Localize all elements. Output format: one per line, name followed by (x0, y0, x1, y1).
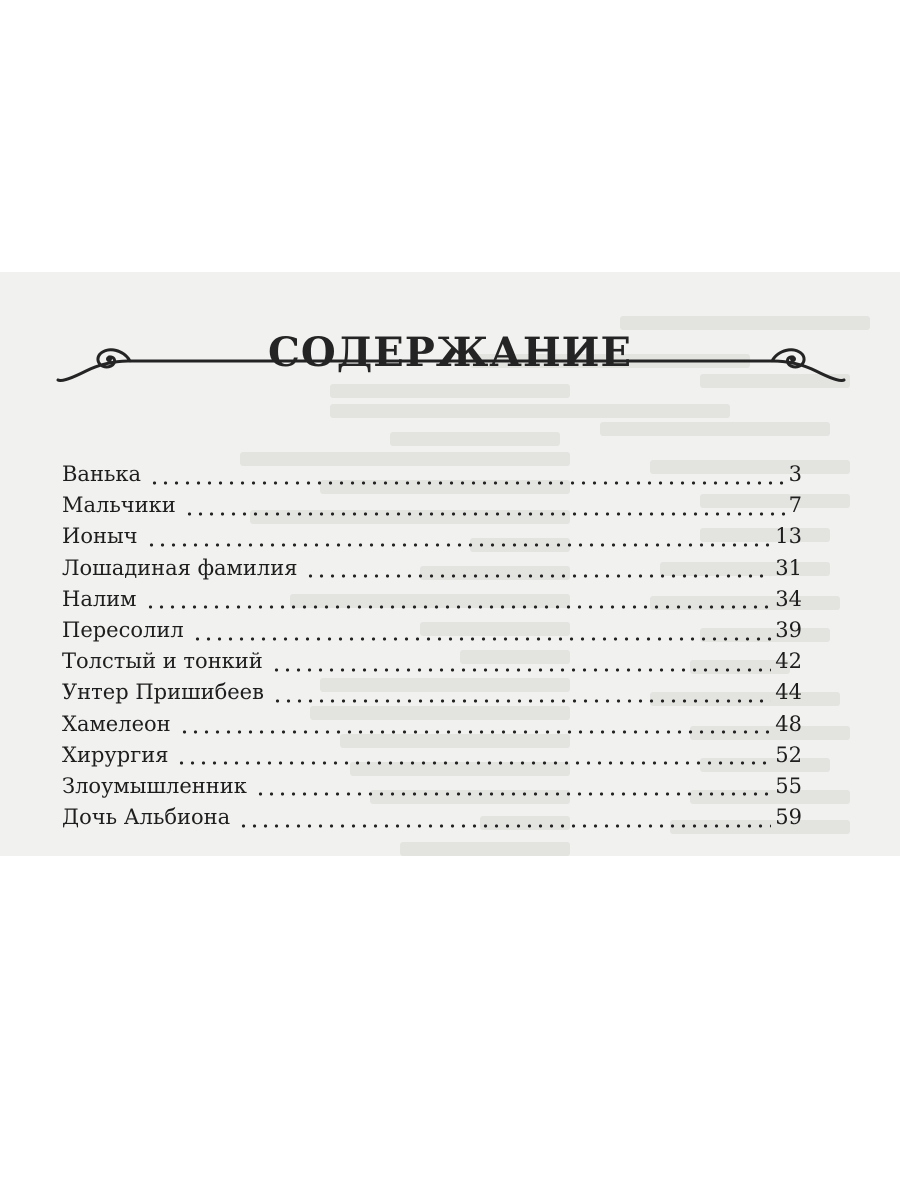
dot-leader (255, 792, 771, 796)
dot-leader (184, 512, 785, 516)
toc-entry-page: 59 (775, 805, 802, 830)
toc-entry-page: 39 (775, 617, 802, 642)
toc-entry-title: Хамелеон (62, 711, 171, 736)
toc-entry-page: 44 (775, 680, 802, 705)
toc-entry-title: Ванька (62, 462, 142, 486)
toc-entry-title: Ионыч (62, 524, 138, 549)
toc-entry-page: 42 (775, 649, 802, 674)
toc-entry-title: Хирургия (62, 742, 169, 767)
table-of-contents (62, 462, 802, 836)
toc-entry-title: Мальчики (62, 493, 176, 518)
scroll-swirl-divider-icon (56, 344, 846, 390)
toc-entry-title: Налим (62, 586, 137, 611)
dot-leader (238, 824, 771, 828)
toc-entry-page: 13 (775, 524, 802, 549)
toc-entry (62, 680, 802, 711)
toc-entry (62, 712, 802, 743)
book-page (0, 272, 900, 856)
toc-entry (62, 743, 802, 774)
dot-leader (271, 668, 771, 672)
toc-entry-page: 48 (775, 711, 802, 736)
toc-entry-title: Унтер Пришибеев (62, 680, 264, 705)
toc-entry-page: 7 (788, 493, 802, 518)
toc-entry-title: Злоумышленник (62, 773, 247, 798)
dot-leader (192, 637, 772, 641)
dot-leader (176, 761, 771, 765)
page-title: СОДЕРЖАНИЕ (268, 328, 632, 376)
toc-entry (62, 556, 802, 587)
toc-entry-page: 31 (775, 555, 802, 580)
toc-entry (62, 774, 802, 805)
toc-entry (62, 524, 802, 555)
toc-entry-page: 3 (788, 462, 802, 486)
dot-leader (146, 543, 772, 547)
toc-entry-page: 52 (775, 742, 802, 767)
toc-entry (62, 462, 802, 493)
dot-leader (305, 574, 771, 578)
toc-entry (62, 649, 802, 680)
toc-entry-title: Пересолил (62, 617, 184, 642)
toc-entry-title: Лошадиная фамилия (62, 555, 298, 580)
toc-entry-title: Дочь Альбиона (62, 805, 231, 830)
toc-entry-page: 34 (775, 586, 802, 611)
dot-leader (179, 730, 772, 734)
toc-entry-page: 55 (775, 773, 802, 798)
toc-entry (62, 618, 802, 649)
dot-leader (145, 605, 772, 609)
dot-leader (149, 481, 785, 485)
dot-leader (272, 699, 771, 703)
toc-entry (62, 805, 802, 836)
toc-entry (62, 493, 802, 524)
toc-entry (62, 587, 802, 618)
toc-entry-title: Толстый и тонкий (62, 649, 263, 674)
